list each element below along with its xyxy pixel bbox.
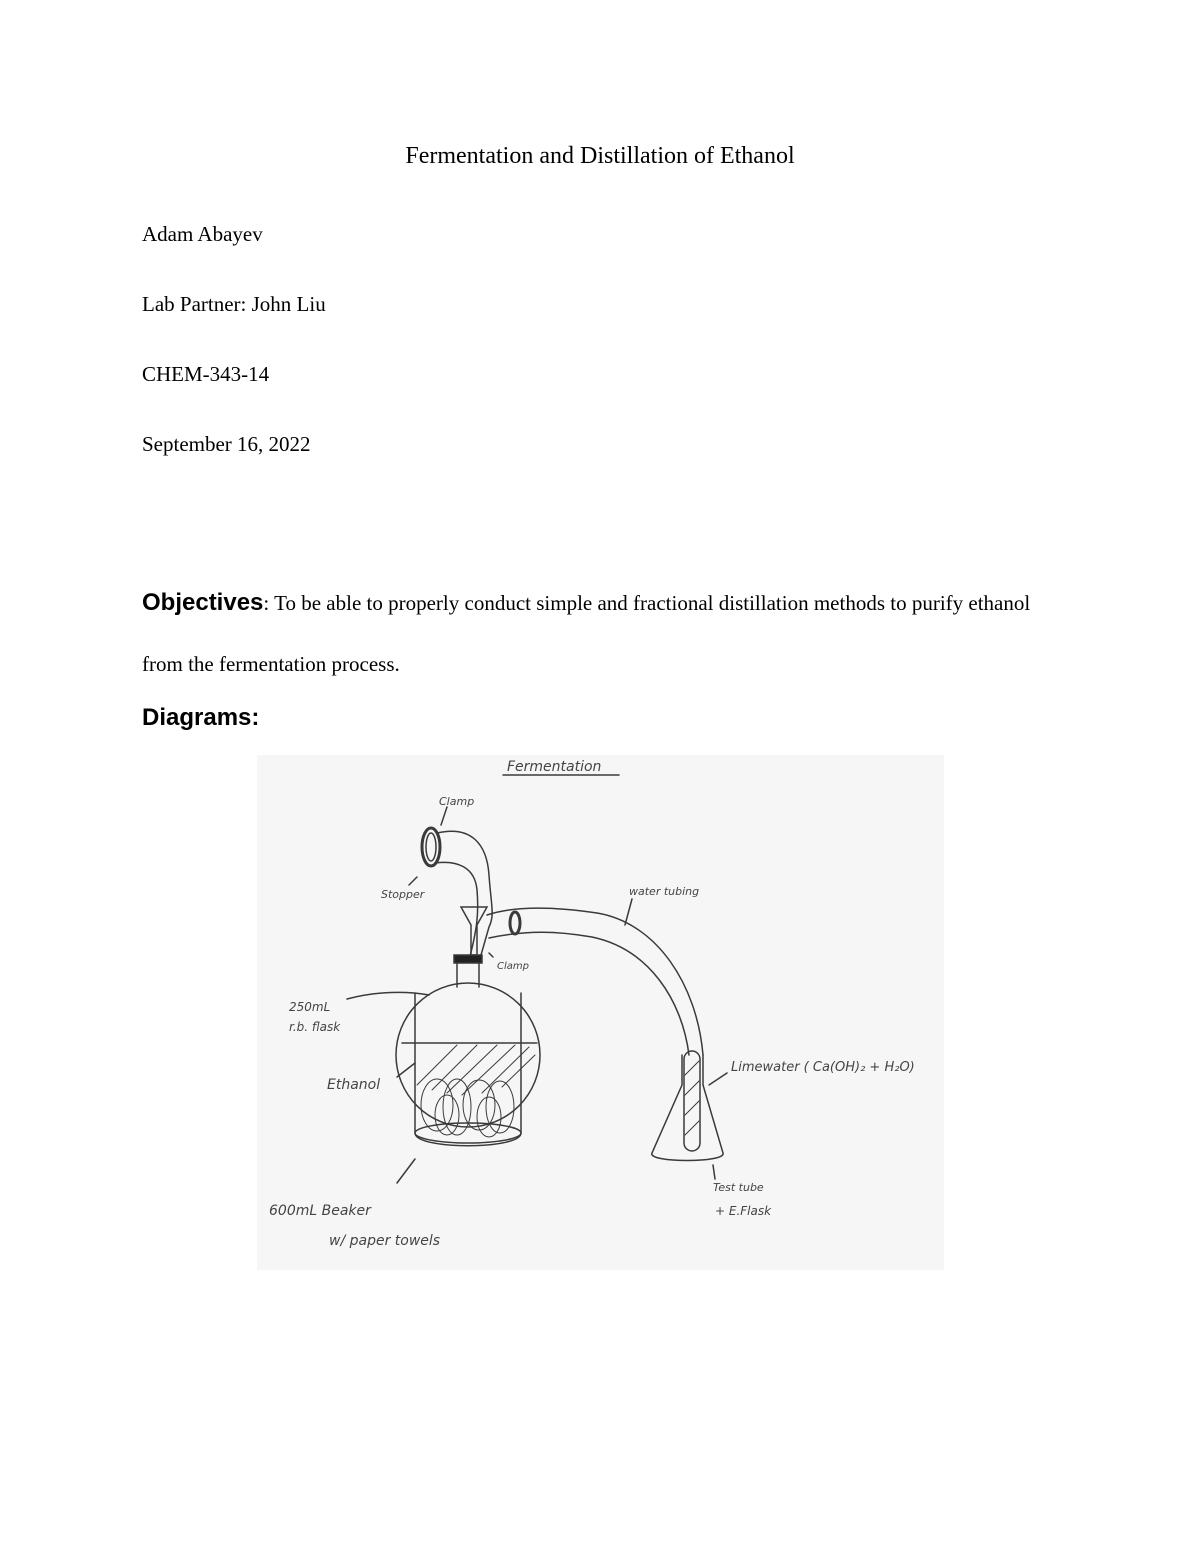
report-date: September 16, 2022	[142, 432, 311, 456]
label-clamp-mid: Clamp	[497, 961, 529, 972]
arrow-stopper	[409, 877, 417, 885]
label-tubing: water tubing	[629, 885, 700, 898]
sketch-title: Fermentation	[507, 759, 602, 775]
fermentation-sketch	[257, 755, 944, 1270]
round-bottom-flask	[396, 983, 540, 1127]
label-flask-name: r.b. flask	[289, 1020, 341, 1034]
label-flask-volume: 250mL	[289, 1000, 331, 1014]
label-test-tube: Test tube	[713, 1181, 764, 1194]
arrow-ethanol	[397, 1063, 415, 1077]
lab-partner: Lab Partner: John Liu	[142, 292, 326, 316]
course-code: CHEM-343-14	[142, 362, 270, 386]
diagrams-heading: Diagrams:	[142, 704, 260, 731]
beaker-base	[415, 1123, 521, 1143]
ethanol-hatch	[417, 1045, 535, 1095]
arrow-test-tube	[713, 1165, 715, 1179]
arrow-clamp-top	[441, 807, 447, 825]
label-beaker: 600mL Beaker	[269, 1203, 371, 1219]
erlenmeyer-flask	[652, 1055, 723, 1161]
document-title: Fermentation and Distillation of Ethanol	[405, 143, 795, 169]
author-name: Adam Abayev	[142, 222, 263, 246]
label-ethanol: Ethanol	[327, 1077, 381, 1093]
label-limewater: Limewater ( Ca(OH)₂ + H₂O)	[731, 1060, 915, 1075]
arrow-beaker	[397, 1159, 415, 1183]
arrow-limewater	[709, 1073, 727, 1085]
arrow-flask	[347, 992, 429, 999]
arrow-tubing	[625, 899, 632, 925]
side-clamp	[510, 912, 520, 934]
upper-tube-outer	[437, 831, 492, 955]
objectives-text: : To be able to properly conduct simple and fractional distillation methods to purify ethanol from the fermentation process.	[142, 591, 1031, 676]
arrow-clamp-mid	[489, 953, 493, 957]
fermentation-apparatus-drawing	[257, 755, 944, 1270]
label-stopper: Stopper	[381, 888, 425, 901]
long-tube-bottom	[489, 932, 689, 1055]
top-clamp-ring-inner	[426, 833, 436, 861]
neck-clamp	[454, 955, 482, 963]
objectives-label: Objectives	[142, 589, 264, 616]
test-tube	[684, 1051, 700, 1151]
limewater-hatch	[685, 1061, 699, 1135]
label-e-flask: + E.Flask	[715, 1204, 772, 1218]
label-clamp-top: Clamp	[439, 795, 475, 808]
label-paper-towels: w/ paper towels	[329, 1233, 441, 1249]
objectives-paragraph	[142, 572, 1072, 695]
